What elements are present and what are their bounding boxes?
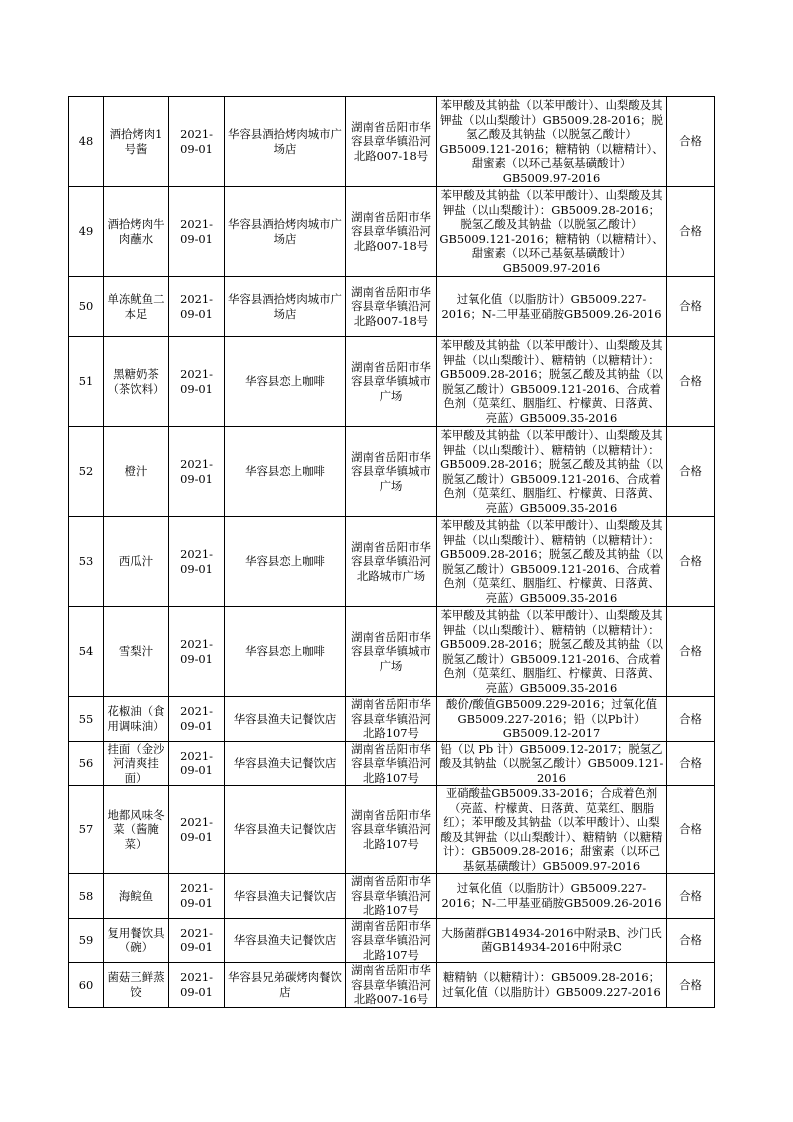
sample-name: 地都风味冬菜（酱腌菜） [104,786,169,874]
table-row [69,741,715,786]
test-result: 合格 [667,918,715,963]
sample-name: 单冻鱿鱼二本足 [104,277,169,337]
sample-name: 橙汁 [104,427,169,517]
sampling-date: 2021-09-01 [169,517,225,607]
store-address: 湖南省岳阳市华容县章华镇城市广场 [346,337,437,427]
sample-name: 挂面（金沙河清爽挂面） [104,741,169,786]
table-row [69,337,715,427]
sample-name: 菌菇三鲜蒸饺 [104,963,169,1008]
store-name: 华容县渔夫记餐饮店 [225,741,346,786]
sampling-date: 2021-09-01 [169,963,225,1008]
test-items: 过氧化值（以脂肪计）GB5009.227-2016；N-二甲基亚硝胺GB5009.26-2016 [437,874,667,919]
sampling-date: 2021-09-01 [169,607,225,697]
test-items: 苯甲酸及其钠盐（以苯甲酸计）、山梨酸及其钾盐（以山梨酸计）：GB5009.28-2016；脱氢乙酸及其钠盐（以脱氢乙酸计）GB5009.121-2016；糖精钠（以糖精计）、甜蜜素（以环己基氨基磺酸计）GB5009.97-2016 [437,187,667,277]
sampling-date: 2021-09-01 [169,918,225,963]
store-address: 湖南省岳阳市华容县章华镇沿河北路107号 [346,741,437,786]
test-result: 合格 [667,874,715,919]
table-row [69,187,715,277]
test-items: 过氧化值（以脂肪计）GB5009.227-2016；N-二甲基亚硝胺GB5009.26-2016 [437,277,667,337]
store-name: 华容县恋上咖啡 [225,337,346,427]
row-number: 52 [69,427,104,517]
row-number: 49 [69,187,104,277]
store-name: 华容县渔夫记餐饮店 [225,918,346,963]
sampling-date: 2021-09-01 [169,97,225,187]
test-items: 糖精钠（以糖精计）：GB5009.28-2016；过氧化值（以脂肪计）GB5009.227-2016 [437,963,667,1008]
row-number: 60 [69,963,104,1008]
store-name: 华容县恋上咖啡 [225,607,346,697]
store-name: 华容县酒拾烤肉城市广场店 [225,97,346,187]
store-address: 湖南省岳阳市华容县章华镇沿河北路007-18号 [346,97,437,187]
sample-name: 酒拾烤肉牛肉蘸水 [104,187,169,277]
test-items: 铅（以 Pb 计）GB5009.12-2017；脱氢乙酸及其钠盐（以脱氢乙酸计）GB5009.121-2016 [437,741,667,786]
sampling-date: 2021-09-01 [169,277,225,337]
sampling-date: 2021-09-01 [169,187,225,277]
row-number: 53 [69,517,104,607]
row-number: 55 [69,697,104,742]
store-address: 湖南省岳阳市华容县章华镇沿河北路007-18号 [346,277,437,337]
test-result: 合格 [667,963,715,1008]
table-row [69,517,715,607]
store-name: 华容县渔夫记餐饮店 [225,874,346,919]
store-name: 华容县渔夫记餐饮店 [225,697,346,742]
test-items: 苯甲酸及其钠盐（以苯甲酸计）、山梨酸及其钾盐（以山梨酸计）、糖精钠（以糖精计）：GB5009.28-2016；脱氢乙酸及其钠盐（以脱氢乙酸计）GB5009.121-2016、合成着色剂（苋菜红、胭脂红、柠檬黄、日落黄、亮蓝）GB5009.35-2016 [437,607,667,697]
table-row [69,97,715,187]
test-items: 苯甲酸及其钠盐（以苯甲酸计）、山梨酸及其钾盐（以山梨酸计）、糖精钠（以糖精计）：GB5009.28-2016；脱氢乙酸及其钠盐（以脱氢乙酸计）GB5009.121-2016、合成着色剂（苋菜红、胭脂红、柠檬黄、日落黄、亮蓝）GB5009.35-2016 [437,517,667,607]
sample-name: 海鲩鱼 [104,874,169,919]
store-name: 华容县酒拾烤肉城市广场店 [225,277,346,337]
store-address: 湖南省岳阳市华容县章华镇沿河北路107号 [346,786,437,874]
table-row [69,277,715,337]
store-name: 华容县恋上咖啡 [225,427,346,517]
test-items: 苯甲酸及其钠盐（以苯甲酸计）、山梨酸及其钾盐（以山梨酸计）、糖精钠（以糖精计）：GB5009.28-2016；脱氢乙酸及其钠盐（以脱氢乙酸计）GB5009.121-2016、合成着色剂（苋菜红、胭脂红、柠檬黄、日落黄、亮蓝）GB5009.35-2016 [437,337,667,427]
test-result: 合格 [667,517,715,607]
store-name: 华容县渔夫记餐饮店 [225,786,346,874]
test-items: 亚硝酸盐GB5009.33-2016；合成着色剂（亮蓝、柠檬黄、日落黄、苋菜红、胭脂红）；苯甲酸及其钠盐（以苯甲酸计）、山梨酸及其钾盐（以山梨酸计）、糖精钠（以糖精计）：GB5009.28-2016；甜蜜素（以环己基氨基磺酸计）GB5009.97-2016 [437,786,667,874]
inspection-results-table [68,96,715,1008]
row-number: 51 [69,337,104,427]
row-number: 50 [69,277,104,337]
test-result: 合格 [667,607,715,697]
store-address: 湖南省岳阳市华容县章华镇沿河北路007-16号 [346,963,437,1008]
table-row [69,963,715,1008]
table-row [69,427,715,517]
table-row [69,697,715,742]
sample-name: 花椒油（食用调味油） [104,697,169,742]
store-address: 湖南省岳阳市华容县章华镇城市广场 [346,427,437,517]
store-name: 华容县恋上咖啡 [225,517,346,607]
row-number: 57 [69,786,104,874]
test-items: 苯甲酸及其钠盐（以苯甲酸计）、山梨酸及其钾盐（以山梨酸计）、糖精钠（以糖精计）：GB5009.28-2016；脱氢乙酸及其钠盐（以脱氢乙酸计）GB5009.121-2016、合成着色剂（苋菜红、胭脂红、柠檬黄、日落黄、亮蓝）GB5009.35-2016 [437,427,667,517]
sample-name: 西瓜汁 [104,517,169,607]
table-row [69,786,715,874]
test-result: 合格 [667,187,715,277]
table-row [69,874,715,919]
test-result: 合格 [667,697,715,742]
store-address: 湖南省岳阳市华容县章华镇沿河北路107号 [346,918,437,963]
table-row [69,918,715,963]
row-number: 56 [69,741,104,786]
store-address: 湖南省岳阳市华容县章华镇沿河北路107号 [346,874,437,919]
sample-name: 黑糖奶茶（茶饮料） [104,337,169,427]
store-address: 湖南省岳阳市华容县章华镇城市广场 [346,607,437,697]
store-address: 湖南省岳阳市华容县章华镇沿河北路城市广场 [346,517,437,607]
test-result: 合格 [667,427,715,517]
test-items: 苯甲酸及其钠盐（以苯甲酸计）、山梨酸及其钾盐（以山梨酸计）GB5009.28-2016；脱氢乙酸及其钠盐（以脱氢乙酸计）GB5009.121-2016；糖精钠（以糖精计）、甜蜜素（以环己基氨基磺酸计）GB5009.97-2016 [437,97,667,187]
row-number: 48 [69,97,104,187]
sampling-date: 2021-09-01 [169,874,225,919]
test-items: 大肠菌群GB14934-2016中附录B、沙门氏菌GB14934-2016中附录C [437,918,667,963]
sampling-date: 2021-09-01 [169,427,225,517]
store-address: 湖南省岳阳市华容县章华镇沿河北路007-18号 [346,187,437,277]
sampling-date: 2021-09-01 [169,337,225,427]
row-number: 54 [69,607,104,697]
sample-name: 雪梨汁 [104,607,169,697]
table-body [69,97,715,1008]
sampling-date: 2021-09-01 [169,741,225,786]
store-address: 湖南省岳阳市华容县章华镇沿河北路107号 [346,697,437,742]
sample-name: 复用餐饮具（碗） [104,918,169,963]
store-name: 华容县酒拾烤肉城市广场店 [225,187,346,277]
sampling-date: 2021-09-01 [169,697,225,742]
row-number: 59 [69,918,104,963]
sampling-date: 2021-09-01 [169,786,225,874]
test-result: 合格 [667,786,715,874]
row-number: 58 [69,874,104,919]
test-items: 酸价/酸值GB5009.229-2016；过氧化值GB5009.227-2016；铅（以Pb计）GB5009.12-2017 [437,697,667,742]
test-result: 合格 [667,277,715,337]
store-name: 华容县兄弟碳烤肉餐饮店 [225,963,346,1008]
test-result: 合格 [667,741,715,786]
table-row [69,607,715,697]
test-result: 合格 [667,97,715,187]
test-result: 合格 [667,337,715,427]
sample-name: 酒拾烤肉1号酱 [104,97,169,187]
